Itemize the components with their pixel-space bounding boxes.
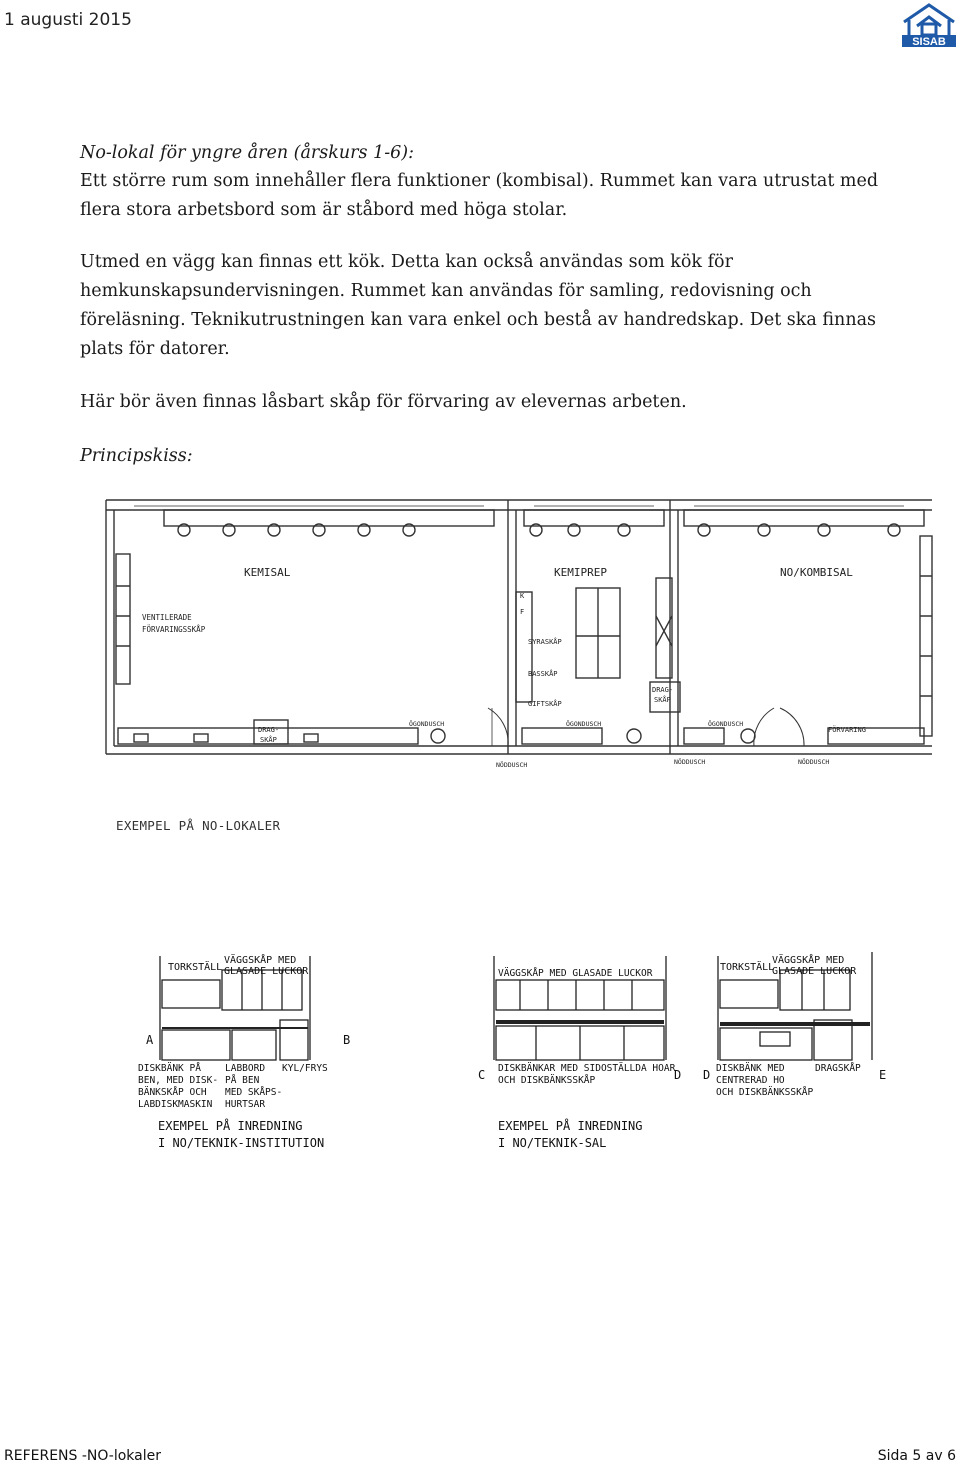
label-f: F [520, 608, 525, 616]
label-drag-2b: SKÅP [654, 696, 671, 704]
left-marker-b: B [343, 1033, 351, 1047]
floorplan-caption: EXEMPEL PÅ NO-LOKALER [116, 818, 281, 833]
room-label-kemisal: KEMISAL [244, 566, 291, 579]
label-ogondusch-1: ÖGONDUSCH [409, 720, 445, 728]
right-caption-diskbank: DISKBÄNK MED CENTRERAD HO OCH DISKBÄNKSSKÅP [716, 1063, 814, 1098]
label-k: K [520, 592, 525, 600]
label-noddusch-2: NÖDDUSCH [674, 758, 706, 766]
elevation-left [140, 950, 340, 1065]
room-label-nokombisal: NO/KOMBISAL [780, 566, 853, 579]
elevation-right [714, 950, 876, 1065]
sisab-logo [900, 2, 958, 48]
paragraph-2: Utmed en vägg kan finnas ett kök. Detta kan också användas som kök för hemkunskapsundervisningen. Rummet kan användas för samling, redovisning och föreläsning. Teknikutrustningen kan vara enkel och bestå av handredskap. Det ska finnas plats för datorer. [80, 252, 877, 359]
left-marker-a: A [146, 1033, 154, 1047]
elevation-middle [490, 950, 670, 1065]
logo-text: SISAB [912, 36, 946, 48]
right-label-vaggskap: VÄGGSKÅP MED [772, 955, 845, 966]
label-noddusch-3: NÖDDUSCH [798, 758, 830, 766]
middle-section-caption: EXEMPEL PÅ INREDNING I NO/TEKNIK-SAL [498, 1119, 643, 1150]
footer-page-number: Sida 5 av 6 [877, 1448, 956, 1464]
label-drag-2a: DRAG- [652, 686, 674, 694]
left-label-vaggskap: VÄGGSKÅP MED [224, 955, 297, 966]
left-caption-labbord: LABBORD PÅ BEN MED SKÅPS- HURTSAR [225, 1063, 283, 1110]
label-noddusch-1: NÖDDUSCH [496, 761, 528, 769]
sketch-label: Principskiss: [80, 446, 193, 466]
right-caption-dragskap: DRAGSKÅP [815, 1063, 861, 1074]
left-caption-diskbank: DISKBÄNK PÅ BEN, MED DISK- BÄNKSKÅP OCH LABDISKMASKIN [138, 1063, 219, 1110]
right-label-torkstall: TORKSTÄLL [720, 962, 775, 973]
right-marker-d: D [703, 1068, 711, 1082]
paragraph-3: Här bör även finnas låsbart skåp för förvaring av elevernas arbeten. [80, 392, 687, 412]
middle-marker-d: D [674, 1068, 682, 1082]
label-basskap: BASSKÅP [528, 670, 558, 678]
middle-label-vaggskap: VÄGGSKÅP MED GLASADE LUCKOR [498, 968, 653, 979]
label-ventilerade: VENTILERADE [142, 613, 192, 622]
label-ogondusch-3: ÖGONDUSCH [708, 720, 744, 728]
footer-left: REFERENS -NO-lokaler [4, 1448, 161, 1464]
left-label-glasade: GLASADE LUCKOR [224, 966, 309, 977]
label-giftskap: GIFTSKÅP [528, 700, 562, 708]
floor-plan [104, 496, 934, 772]
label-drag-1a: DRAG- [258, 726, 280, 734]
left-caption-kylfrys: KYL/FRYS [282, 1063, 328, 1074]
right-label-glasade: GLASADE LUCKOR [772, 966, 857, 977]
paragraph-1: Ett större rum som innehåller flera funktioner (kombisal). Rummet kan vara utrustat med flera stora arbetsbord som är ståbord med höga stolar. [80, 171, 879, 220]
right-marker-e: E [879, 1068, 887, 1082]
label-forvaringsskap: FÖRVARINGSSKÅP [142, 625, 206, 634]
label-drag-1b: SKÅP [260, 736, 277, 744]
room-label-kemiprep: KEMIPREP [554, 566, 607, 579]
middle-marker-c: C [478, 1068, 486, 1082]
label-forvaring: FÖRVARING [828, 726, 866, 734]
label-syraskap: SYRASKÅP [528, 638, 562, 646]
section-heading: No-lokal för yngre åren (årskurs 1-6): [80, 143, 414, 163]
left-section-caption: EXEMPEL PÅ INREDNING I NO/TEKNIK-INSTITUTION [158, 1119, 325, 1150]
header-date: 1 augusti 2015 [4, 10, 132, 30]
label-ogondusch-2: ÖGONDUSCH [566, 720, 602, 728]
middle-caption-diskbankar: DISKBÄNKAR MED SIDOSTÄLLDA HOAR OCH DISKBÄNKSSKÅP [498, 1063, 676, 1086]
left-label-torkstall: TORKSTÄLL [168, 962, 223, 973]
